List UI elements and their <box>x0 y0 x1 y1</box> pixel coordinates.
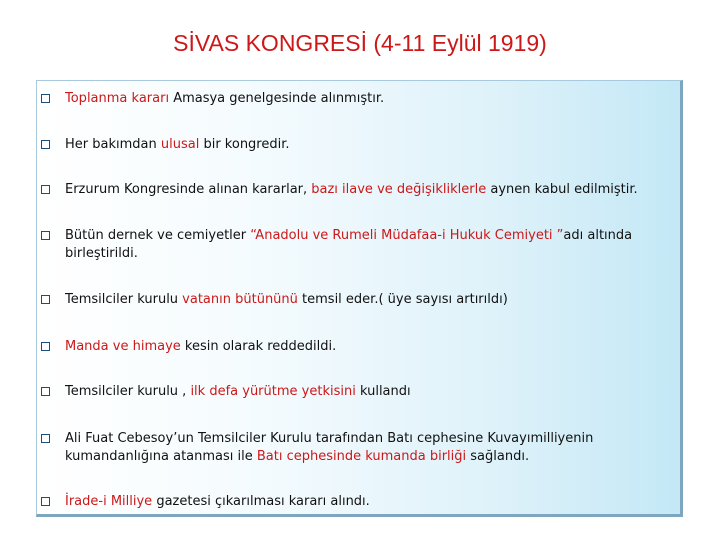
body-text: temsil eder.( üye sayısı artırıldı) <box>297 292 508 307</box>
list-item-text <box>65 430 671 466</box>
hollow-square-bullet-icon <box>41 342 50 351</box>
body-text: sağlandı. <box>466 449 530 464</box>
hollow-square-bullet-icon <box>41 497 50 506</box>
highlight-text: İrade-i Milliye <box>65 494 153 509</box>
body-text: adı altında birleştirildi. <box>65 228 633 261</box>
hollow-square-bullet-icon <box>41 434 50 443</box>
highlight-text: Manda ve himaye <box>65 339 181 354</box>
highlight-text: ulusal <box>160 137 200 152</box>
highlight-text: ilk defa yürütme yetkisini <box>190 384 356 399</box>
list-item-text <box>65 136 671 154</box>
body-text: Amasya genelgesinde alınmıştır. <box>173 91 385 106</box>
body-text: Ali Fuat Cebesoy’un Temsilciler Kurulu tarafından Batı cephesine Kuvayımilliyenin kumandanlığına atanması ile <box>65 431 594 464</box>
list-item-text <box>65 383 671 401</box>
list-item <box>41 181 671 199</box>
list-item-text <box>65 227 671 263</box>
list-item <box>41 338 671 356</box>
list-item <box>41 430 671 466</box>
list-item-text <box>65 291 671 309</box>
highlight-text: “Anadolu ve Rumeli Müdafaa-i Hukuk Cemiyeti ” <box>250 228 564 243</box>
highlight-text: Toplanma kararı <box>65 91 174 106</box>
list-item <box>41 291 671 309</box>
body-text: Temsilciler kurulu <box>65 292 183 307</box>
highlight-text: Batı cephesinde kumanda birliği <box>256 449 467 464</box>
list-item-text <box>65 90 671 108</box>
body-text: Erzurum Kongresinde alınan kararlar, <box>65 182 312 197</box>
list-item <box>41 90 671 108</box>
body-text: Temsilciler kurulu , <box>65 384 191 399</box>
hollow-square-bullet-icon <box>41 387 50 396</box>
body-text: kullandı <box>355 384 411 399</box>
hollow-square-bullet-icon <box>41 231 50 240</box>
hollow-square-bullet-icon <box>41 185 50 194</box>
highlight-text: vatanın bütününü <box>182 292 298 307</box>
hollow-square-bullet-icon <box>41 295 50 304</box>
list-item <box>41 227 671 263</box>
highlight-text: bazı ilave ve değişikliklerle <box>311 182 487 197</box>
body-text: gazetesi çıkarılması kararı alındı. <box>152 494 370 509</box>
hollow-square-bullet-icon <box>41 94 50 103</box>
list-item-text <box>65 493 671 511</box>
body-text: Bütün dernek ve cemiyetler <box>65 228 251 243</box>
body-text: Her bakımdan <box>65 137 161 152</box>
list-item-text <box>65 181 671 199</box>
list-item-text <box>65 338 671 356</box>
body-text: kesin olarak reddedildi. <box>180 339 337 354</box>
hollow-square-bullet-icon <box>41 140 50 149</box>
list-item <box>41 383 671 401</box>
list-item <box>41 493 671 511</box>
list-item <box>41 136 671 154</box>
content-box <box>36 80 683 517</box>
body-text: aynen kabul edilmiştir. <box>486 182 638 197</box>
body-text: bir kongredir. <box>199 137 290 152</box>
page-title: SİVAS KONGRESİ (4-11 Eylül 1919) <box>173 30 547 56</box>
